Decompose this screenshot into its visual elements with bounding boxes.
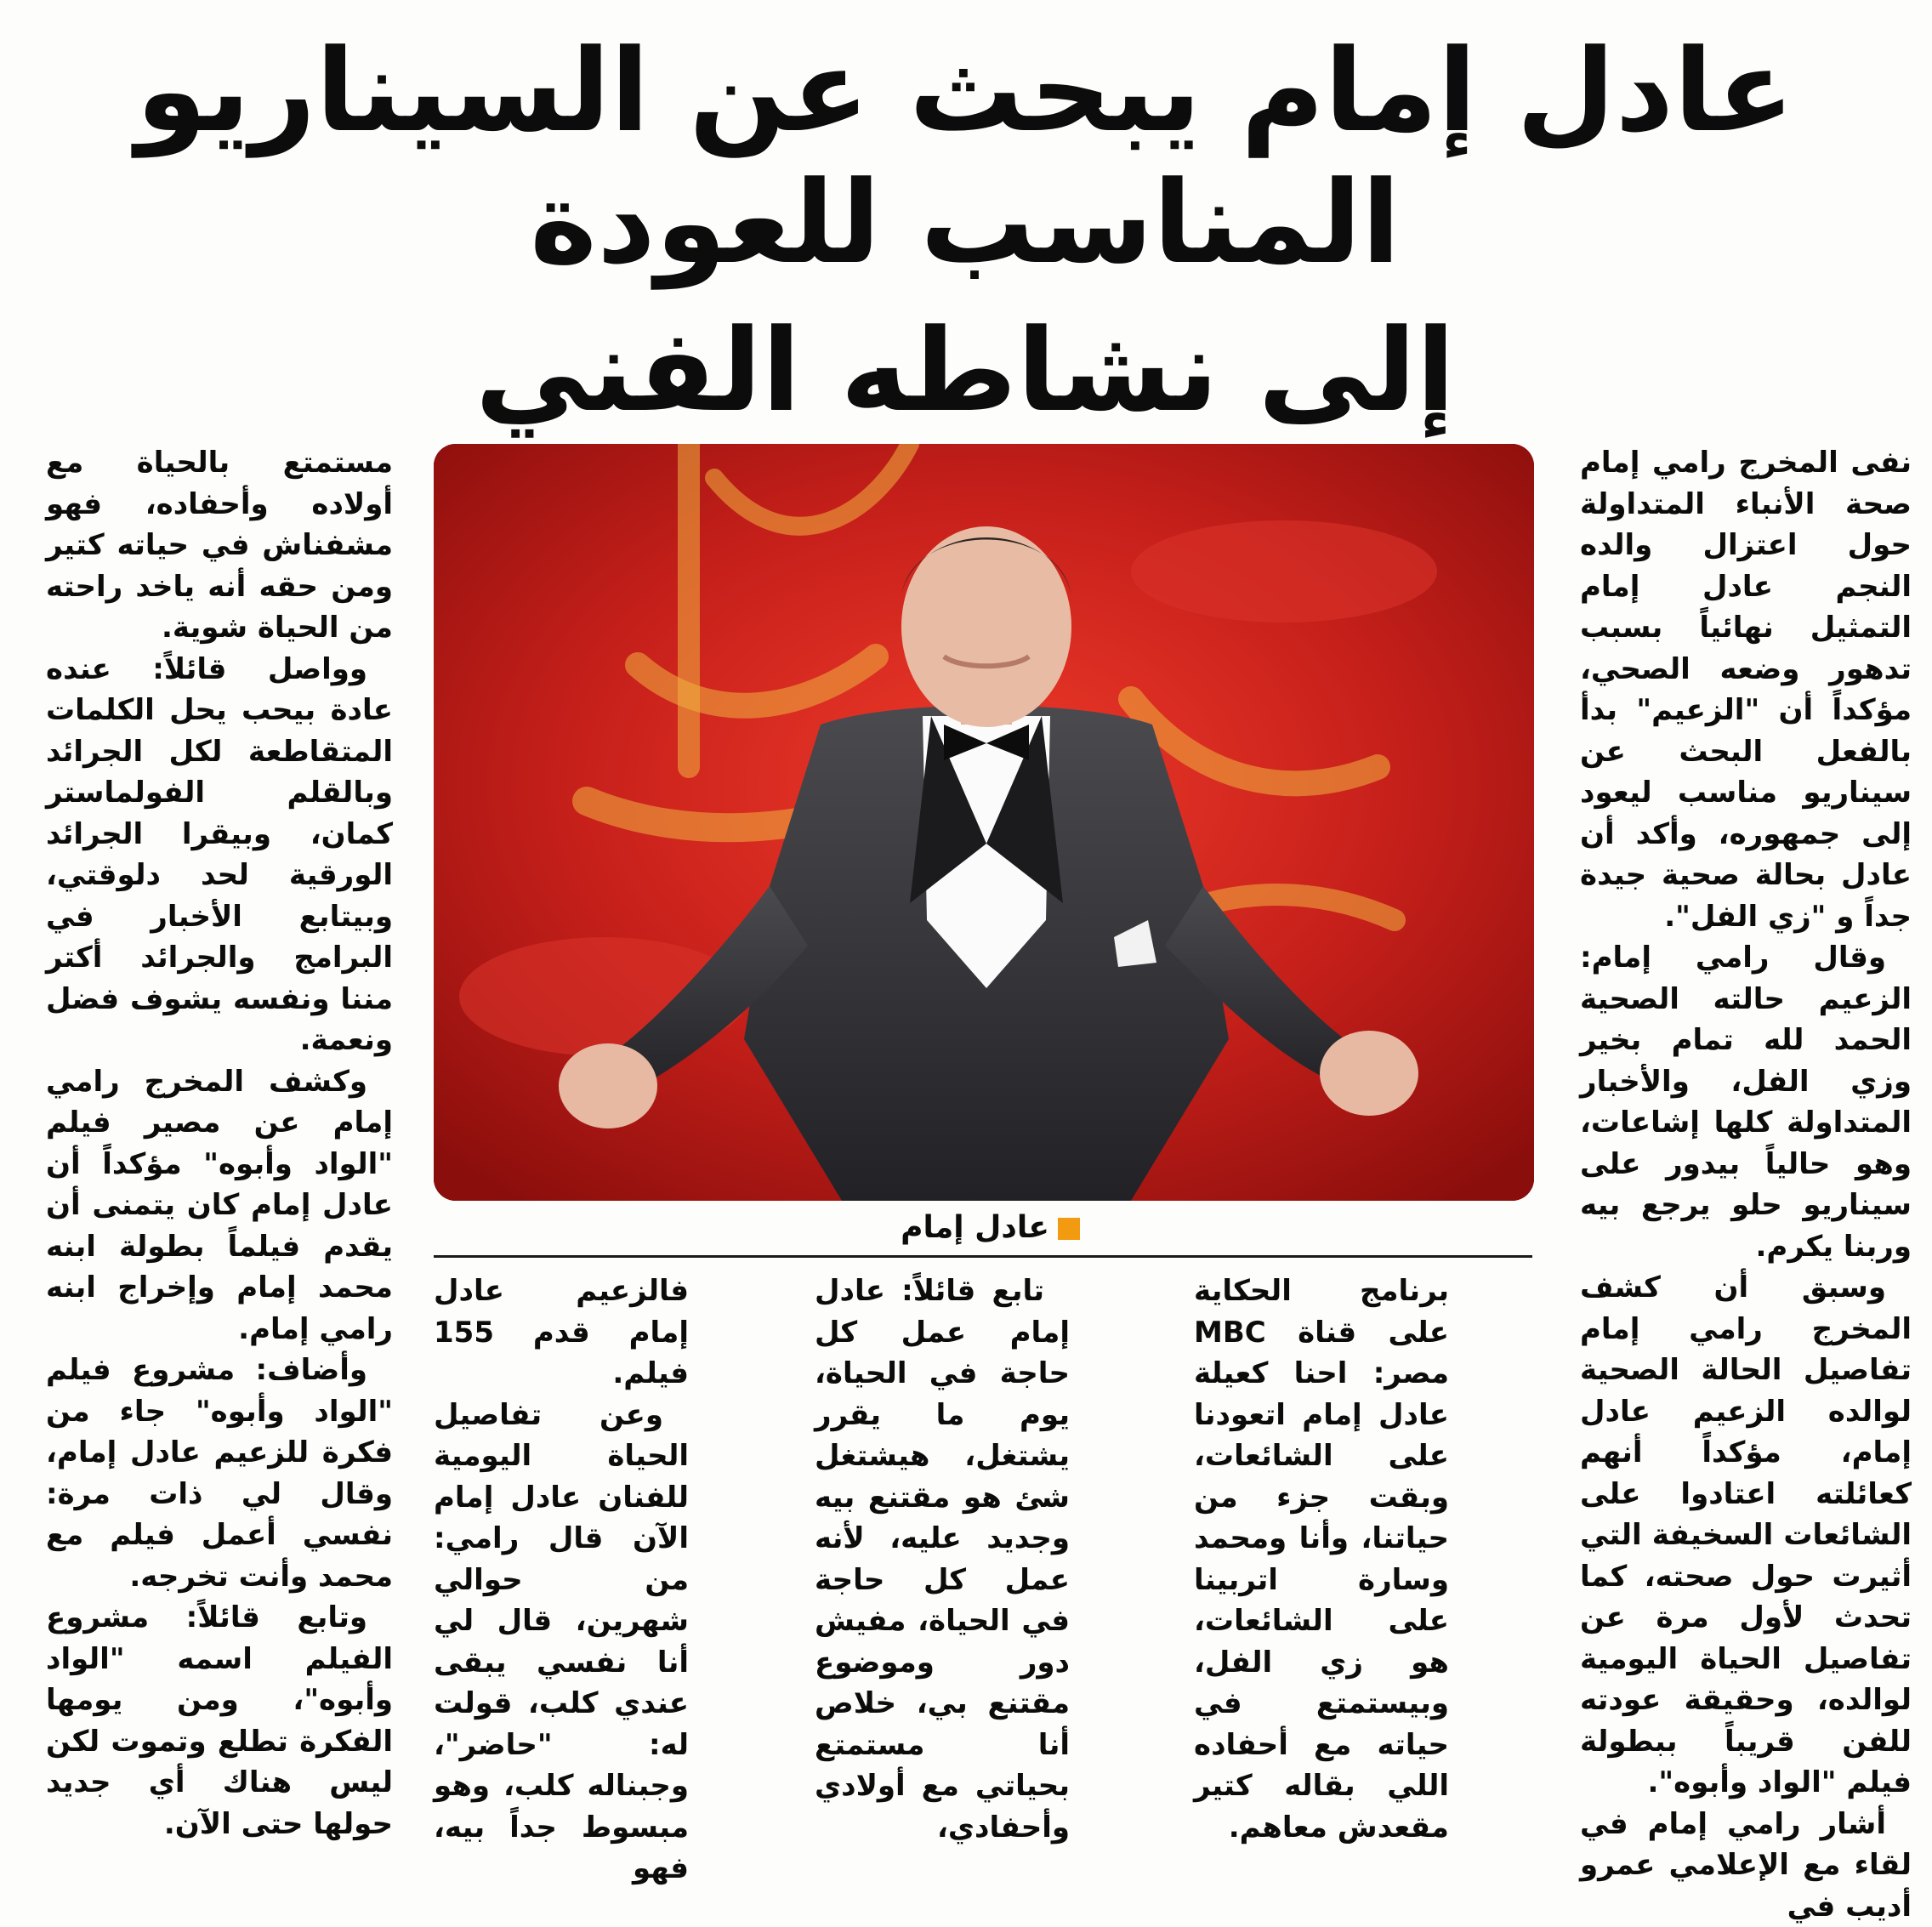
paragraph: وعن تفاصيل الحياة اليومية للفنان عادل إمام الآن قال رامي: من حوالي شهرين، قال لي أنا نفسي يبقى عندي كلب، قولت له: "حاضر"، وجبناله كلب، وهو مبسوط جداً بيه، فهو bbox=[434, 1395, 689, 1890]
headline-line-2: إلى نشاطه الفني bbox=[51, 305, 1879, 437]
caption-marker bbox=[1058, 1218, 1080, 1240]
article-column-middle-center bbox=[815, 1270, 1070, 1848]
photo-caption bbox=[893, 1208, 1080, 1248]
article-column-middle-left bbox=[434, 1270, 689, 1890]
paragraph: وقال رامي إمام: الزعيم حالته الصحية الحمد لله تمام بخير وزي الفل، والأخبار المتداولة كلها إشاعات، وهو حالياً بيدور على سيناريو حلو يرجع بيه وربنا يكرم. bbox=[1580, 937, 1912, 1267]
paragraph: وواصل قائلاً: عنده عادة بيحب يحل الكلمات المتقاطعة لكل الجرائد وبالقلم الفولماستر كمان، وبيقرا الجرائد الورقية لحد دلوقتي، وبيتابع الأخبار في البرامج والجرائد أكتر مننا ونفسه يشوف فضل ونعمة. bbox=[46, 649, 393, 1061]
paragraph: وسبق أن كشف المخرج رامي إمام تفاصيل الحالة الصحية لوالده الزعيم عادل إمام، مؤكداً أنهم كعائلته اعتادوا على الشائعات السخيفة التي أثيرت حول صحته، كما تحدث لأول مرة عن تفاصيل الحياة اليومية لوالده، وحقيقة عودته للفن قريباً ببطولة فيلم "الواد وأبوه". bbox=[1580, 1267, 1912, 1804]
photo-illustration bbox=[434, 444, 1534, 1201]
paragraph: وأضاف: مشروع فيلم "الواد وأبوه" جاء من فكرة للزعيم عادل إمام، وقال لي ذات مرة: نفسي أعمل فيلم مع محمد وأنت تخرجه. bbox=[46, 1350, 393, 1597]
caption-divider bbox=[434, 1255, 1532, 1258]
paragraph: تابع قائلاً: عادل إمام عمل كل حاجة في الحياة، يوم ما يقرر يشتغل، هيشتغل شئ هو مقتنع بيه وجديد عليه، لأنه عمل كل حاجة في الحياة، مفيش دور وموضوع مقتنع بي، خلاص أنا مستمتع بحياتي مع أولادي وأحفادي، bbox=[815, 1270, 1070, 1848]
article-column-right bbox=[1580, 442, 1912, 1927]
paragraph: فالزعيم عادل إمام قدم 155 فيلم. bbox=[434, 1270, 689, 1395]
headline bbox=[51, 26, 1879, 437]
paragraph: برنامج الحكاية على قناة MBC مصر: احنا كعيلة عادل إمام اتعودنا على الشائعات، وبقت جزء من حياتنا، وأنا ومحمد وسارة اتربينا على الشائعات، هو زي الفل، وبيستمتع في حياته مع أحفاده اللي بقاله كتير مقعدش معاهم. bbox=[1194, 1270, 1449, 1848]
article-column-left bbox=[46, 442, 393, 1845]
paragraph: وتابع قائلاً: مشروع الفيلم اسمه "الواد وأبوه"، ومن يومها الفكرة تطلع وتموت لكن ليس هناك أي جديد حولها حتى الآن. bbox=[46, 1597, 393, 1845]
article-column-middle-right bbox=[1194, 1270, 1449, 1848]
paragraph: نفى المخرج رامي إمام صحة الأنباء المتداولة حول اعتزال والده النجم عادل إمام التمثيل نهائياً بسبب تدهور وضعه الصحي، مؤكداً أن "الزعيم" بدأ بالفعل البحث عن سيناريو مناسب ليعود إلى جمهوره، وأكد أن عادل بحالة صحية جيدة جداً و "زي الفل". bbox=[1580, 442, 1912, 937]
caption-text: عادل إمام bbox=[901, 1210, 1049, 1245]
article-photo bbox=[434, 444, 1534, 1201]
paragraph: وكشف المخرج رامي إمام عن مصير فيلم "الواد وأبوه" مؤكداً أن عادل إمام كان يتمنى أن يقدم فيلماً بطولة ابنه محمد إمام وإخراج ابنه رامي إمام. bbox=[46, 1061, 393, 1350]
paragraph: أشار رامي إمام في لقاء مع الإعلامي عمرو أديب في bbox=[1580, 1804, 1912, 1927]
paragraph: مستمتع بالحياة مع أولاده وأحفاده، فهو مشفناش في حياته كتير ومن حقه أنه ياخد راحته من الحياة شوية. bbox=[46, 442, 393, 649]
headline-line-1: عادل إمام يبحث عن السيناريو المناسب للعودة bbox=[51, 26, 1879, 290]
